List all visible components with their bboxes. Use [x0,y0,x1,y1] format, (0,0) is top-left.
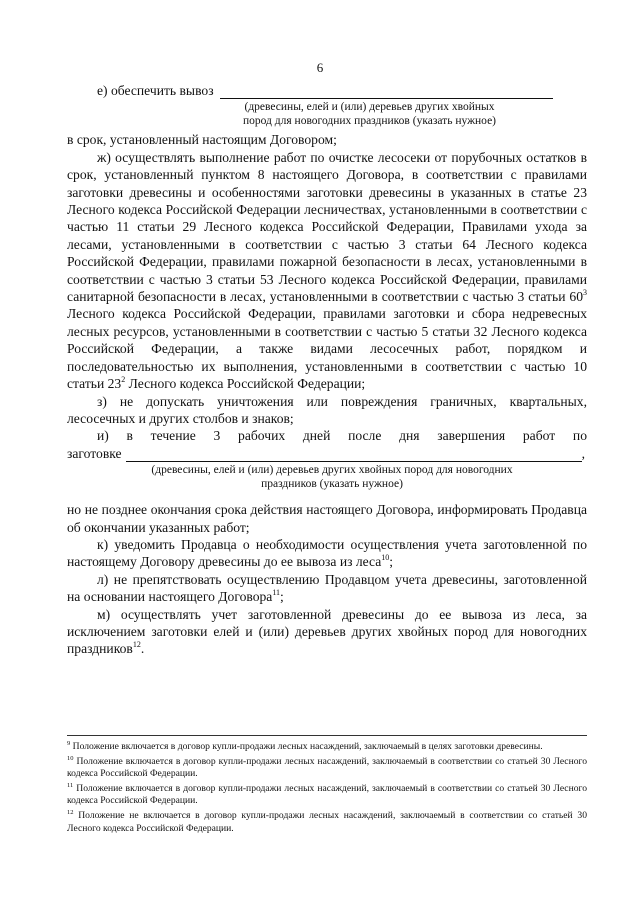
item-i-suffix: , [581,445,585,461]
item-k-sup: 10 [381,553,390,563]
item-i-caption [67,463,587,491]
item-z-paragraph: з) не допускать уничтожения или повреждения граничных, квартальных, лесосечных и других столбов и знаков; [67,393,587,426]
item-k-end: ; [389,554,394,570]
footnote-number: 10 [67,754,74,762]
footnote-12 [67,810,587,835]
footnote-text: Положение не включается в договор купли-продажи лесных насаждений, заключаемый в соответствии со статьей 30 Лесного кодекса Российской Федерации. [67,809,587,834]
item-i-blank-field [126,448,582,462]
item-zh-sup1: 3 [583,288,587,298]
footnote-number: 9 [67,740,71,747]
item-m-sup: 12 [132,640,141,650]
item-e-caption-line1: (древесины, елей и (или) деревьев других хвойных [244,101,495,114]
footnotes [67,741,587,837]
item-i-caption-line1: (древесины, елей и (или) деревьев других хвойных пород для новогодних [151,464,513,477]
item-l-end: ; [280,589,284,605]
item-i-continuation: но не позднее окончания срока действия настоящего Договора, информировать Продавца об окончании указанных работ; [67,502,587,535]
footnote-11 [67,783,587,808]
item-zh-text2: Лесного кодекса Российской Федерации, правилами заготовки и сбора недревесных лесных ресурсов, установленными в соответствии с частью 5 статьи 32 Лесного кодекса Российской Федерации, а также видами лесосечных работ, порядком и последовательностью их выполнения, установленными в соответствии с частью 10 статьи 23 [67,306,587,392]
item-zh-paragraph [67,149,587,393]
footnote-number: 11 [67,781,74,789]
item-zh-text: ж) осуществлять выполнение работ по очистке лесосеки от порубочных остатков в срок, установленный пунктом 8 настоящего Договора, в соответствии с правилами заготовки древесины и особенностями заготовки древесины в указанных в статье 23 Лесного кодекса Российской Федерации лесничествах, установленными в соответствии с частью 11 статьи 29 Лесного кодекса Российской Федерации, Правилами ухода за лесами, установленными в соответствии с частью 3 статьи 64 Лесного кодекса Российской Федерации, правилами пожарной безопасности в лесах, установленными в соответствии с частью 3 статьи 53 Лесного кодекса Российской Федерации, правилами санитарной безопасности в лесах, установленными в соответствии с частью 3 статьи 60 [67,149,587,305]
item-e-blank-field [220,85,553,99]
item-l-text: л) не препятствовать осуществлению Продавцом учета древесины, заготовленной на основании настоящего Договора [67,571,587,605]
item-k-text: к) уведомить Продавца о необходимости осуществления учета заготовленной по настоящему Договору древесины до ее вывоза из леса [67,536,587,570]
item-i-caption-line2: праздников (указать нужное) [261,478,403,491]
footnote-text: Положение включается в договор купли-продажи лесных насаждений, заключаемый в соответствии со статьей 30 Лесного кодекса Российской Федерации. [67,755,587,780]
item-zh-text3: Лесного кодекса Российской Федерации; [125,376,366,392]
item-zh-sup2: 2 [121,375,126,385]
footnote-text: Положение включается в договор купли-продажи лесных насаждений, заключаемый в целях заготовки древесины. [70,741,543,752]
item-m-text: м) осуществлять учет заготовленной древесины до ее вывоза из леса, за исключением заготовки елей и (или) деревьев других хвойных пород для новогодних праздников [67,606,587,657]
footnote-9 [67,741,587,754]
item-l-paragraph [67,571,587,606]
item-m-paragraph [67,606,587,658]
item-e-line [67,82,587,99]
item-e-caption [67,100,587,128]
item-i-line2 [67,445,587,462]
footnote-separator [67,735,587,736]
item-i-prefix: заготовке [67,445,122,461]
footnote-number: 12 [67,808,74,816]
document-body [67,82,587,658]
item-e-prefix: е) обеспечить вывоз [97,83,214,98]
footnote-text: Положение включается в договор купли-продажи лесных насаждений, заключаемый в соответствии со статьей 30 Лесного кодекса Российской Федерации. [67,782,587,807]
item-k-paragraph [67,536,587,571]
item-m-end: . [140,641,145,657]
item-l-sup: 11 [272,588,281,598]
item-e-caption-line2: пород для новогодних праздников (указать нужное) [242,115,497,128]
item-i-line1: и) в течение 3 рабочих дней после дня завершения работ по [97,428,587,444]
item-e-continuation: в срок, установленный настоящим Договором; [67,132,337,148]
page-number: 6 [316,60,324,75]
footnote-10 [67,756,587,781]
